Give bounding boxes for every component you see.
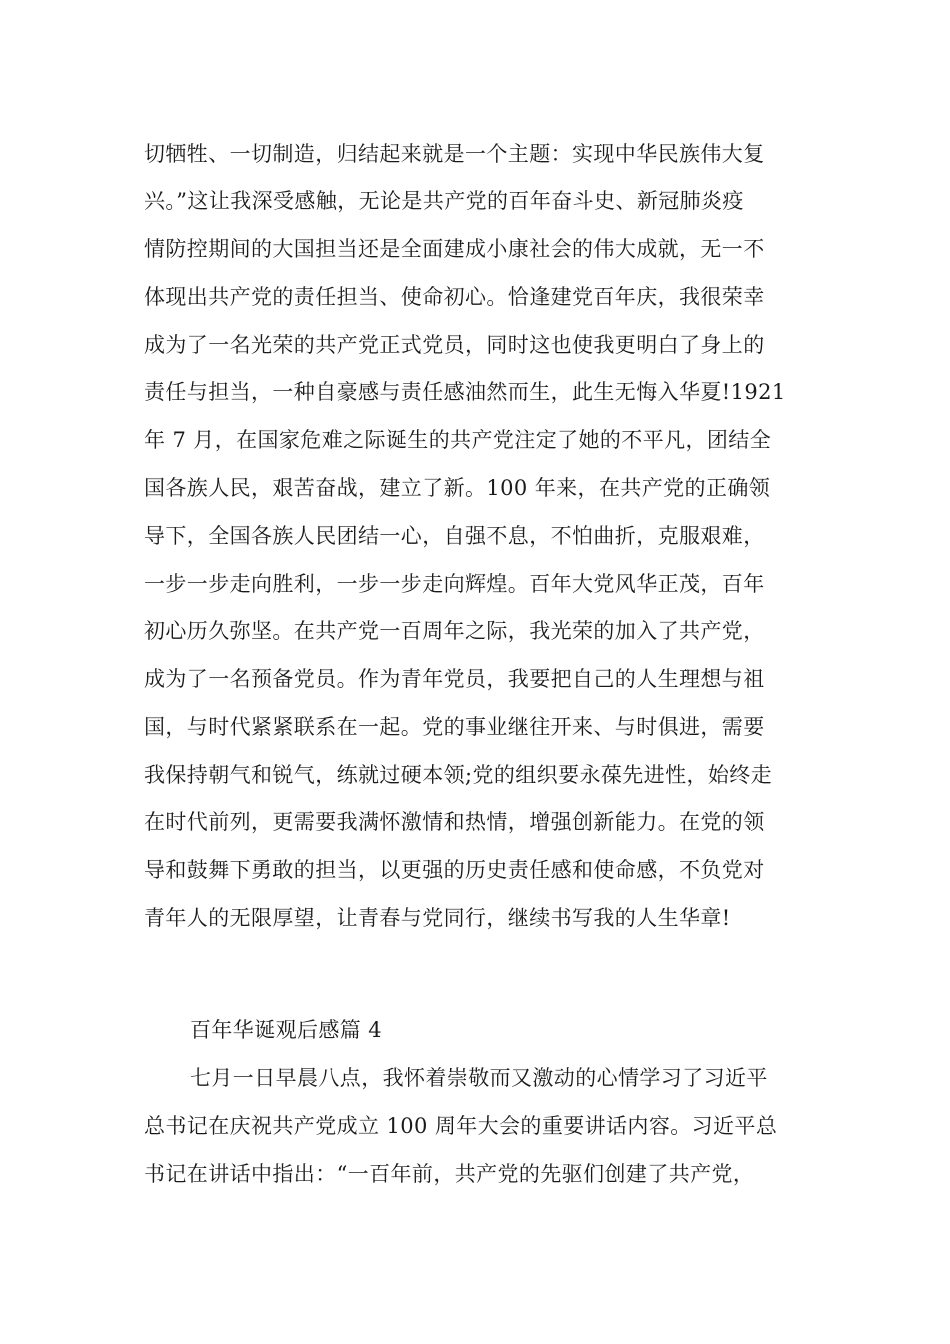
paragraph-1-line-7: 年 7 月，在国家危难之际诞生的共产党注定了她的不平凡，团结全: [144, 428, 772, 452]
paragraph-2-line-3: 书记在讲话中指出：“一百年前，共产党的先驱们创建了共产党，: [144, 1162, 755, 1186]
paragraph-1-line-2: 兴。”这让我深受感触，无论是共产党的百年奋斗史、新冠肺炎疫: [144, 189, 744, 213]
section-heading: 百年华诞观后感篇 4: [190, 1018, 383, 1042]
paragraph-1-line-5: 成为了一名光荣的共产党正式党员，同时这也使我更明白了身上的: [144, 333, 765, 357]
paragraph-1-line-8: 国各族人民，艰苦奋战，建立了新。100 年来，在共产党的正确领: [144, 476, 771, 500]
paragraph-1-line-4: 体现出共产党的责任担当、使命初心。恰逢建党百年庆，我很荣幸: [144, 285, 765, 309]
paragraph-1-line-12: 成为了一名预备党员。作为青年党员，我要把自己的人生理想与祖: [144, 667, 765, 691]
paragraph-1-line-16: 导和鼓舞下勇敢的担当，以更强的历史责任感和使命感，不负党对: [144, 858, 765, 882]
paragraph-1-line-6: 责任与担当，一种自豪感与责任感油然而生，此生无悔入华夏!1921: [144, 380, 786, 404]
paragraph-1-line-14: 我保持朝气和锐气，练就过硬本领;党的组织要永葆先进性，始终走: [144, 763, 773, 787]
paragraph-1-line-3: 情防控期间的大国担当还是全面建成小康社会的伟大成就，无一不: [144, 237, 765, 261]
paragraph-1-line-9: 导下，全国各族人民团结一心，自强不息，不怕曲折，克服艰难，: [144, 524, 765, 548]
paragraph-1-line-17: 青年人的无限厚望，让青春与党同行，继续书写我的人生华章!: [144, 906, 731, 930]
paragraph-1-line-13: 国，与时代紧紧联系在一起。党的事业继往开来、与时俱进，需要: [144, 715, 765, 739]
paragraph-2-line-2: 总书记在庆祝共产党成立 100 周年大会的重要讲话内容。习近平总: [144, 1114, 778, 1138]
paragraph-1-line-1: 切牺牲、一切制造，归结起来就是一个主题：实现中华民族伟大复: [144, 142, 765, 166]
paragraph-1-line-11: 初心历久弥坚。在共产党一百周年之际，我光荣的加入了共产党，: [144, 619, 765, 643]
paragraph-2-line-1: 七月一日早晨八点，我怀着崇敬而又激动的心情学习了习近平: [190, 1066, 768, 1090]
paragraph-1-line-10: 一步一步走向胜利，一步一步走向辉煌。百年大党风华正茂，百年: [144, 572, 765, 596]
paragraph-1-line-15: 在时代前列，更需要我满怀激情和热情，增强创新能力。在党的领: [144, 810, 765, 834]
